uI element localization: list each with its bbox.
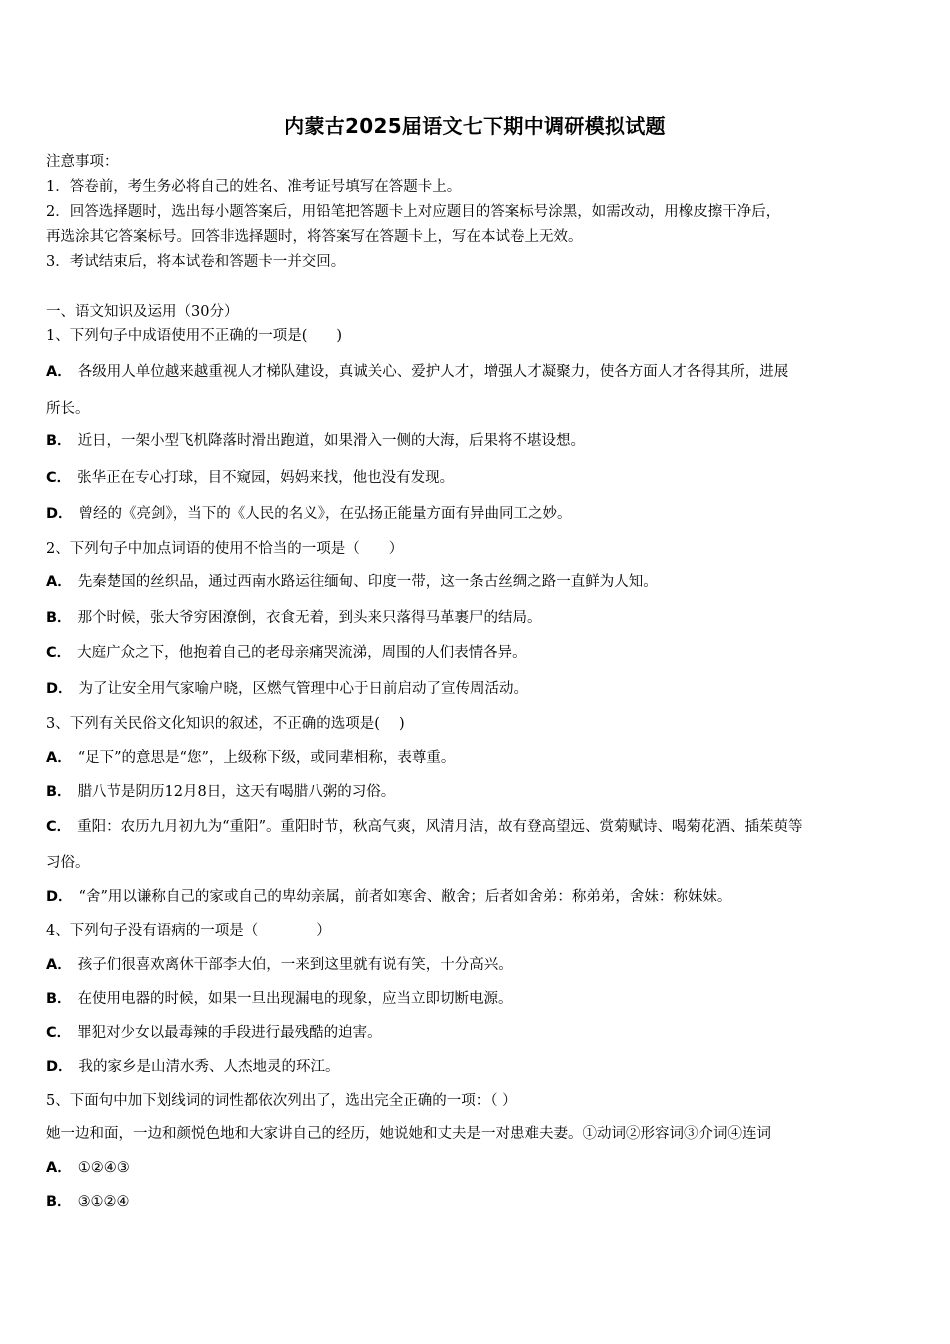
- question-1-option-c: [46, 468, 454, 488]
- option-label: C．: [46, 1025, 72, 1041]
- question-3-option-d: [46, 887, 731, 907]
- question-1-option-a: [46, 362, 788, 382]
- option-text: 重阳：农历九月初九为“重阳”。重阳时节，秋高气爽，风清月洁，故有登高望远、赏菊赋诗、喝菊花酒、插茱萸等: [77, 819, 803, 835]
- option-text: 她一边和面，一边和颜悦色地和大家讲自己的经历，她说她和丈夫是一对患难夫妻。①动词②形容词③介词④连词: [46, 1126, 771, 1142]
- question-1-option-b: [46, 431, 585, 451]
- notes-heading: 注意事项：: [46, 154, 119, 170]
- note-item: 再选涂其它答案标号。回答非选择题时，将答案写在答题卡上，写在本试卷上无效。: [46, 229, 583, 245]
- option-label: A．: [46, 574, 72, 590]
- question-2-option-b: [46, 608, 542, 628]
- question-5-sentence: [46, 1124, 771, 1144]
- option-label: B．: [46, 433, 72, 449]
- option-label: B．: [46, 784, 72, 800]
- question-4-option-b: [46, 989, 513, 1009]
- note-item: 1．答卷前，考生务必将自己的姓名、准考证号填写在答题卡上。: [46, 179, 462, 195]
- option-text: 腊八节是阴历12月8日，这天有喝腊八粥的习俗。: [77, 784, 396, 800]
- option-label: B．: [46, 1194, 72, 1210]
- option-text: 近日，一架小型飞机降落时滑出跑道，如果滑入一侧的大海，后果将不堪设想。: [77, 433, 586, 449]
- option-label: B．: [46, 610, 72, 626]
- option-label: D．: [46, 681, 73, 697]
- question-4-option-c: [46, 1023, 382, 1043]
- option-label: D．: [46, 1059, 73, 1075]
- question-4-stem: 4、下列句子没有语病的一项是（ ）: [46, 923, 331, 939]
- option-label: C．: [46, 470, 72, 486]
- question-3-stem: 3、下列有关民俗文化知识的叙述，不正确的选项是( ): [46, 716, 405, 732]
- option-text: 那个时候，张大爷穷困潦倒，衣食无着，到头来只落得马革裹尸的结局。: [77, 610, 542, 626]
- option-text: 在使用电器的时候，如果一旦出现漏电的现象，应当立即切断电源。: [77, 991, 513, 1007]
- option-text: 为了让安全用气家喻户晓，区燃气管理中心于日前启动了宣传周活动。: [78, 681, 529, 697]
- question-5-option-b: [46, 1192, 130, 1212]
- option-text: 习俗。: [46, 855, 90, 871]
- option-label: A．: [46, 1160, 72, 1176]
- option-text: 所长。: [46, 401, 90, 417]
- question-4-option-a: [46, 955, 513, 975]
- note-item: 2．回答选择题时，选出每小题答案后，用铅笔把答题卡上对应题目的答案标号涂黑，如需改动，用橡皮擦干净后，: [46, 204, 781, 220]
- question-4-option-d: [46, 1057, 340, 1077]
- option-label: C．: [46, 645, 72, 661]
- option-text: ①②④③: [77, 1160, 130, 1176]
- question-2-option-a: [46, 572, 658, 592]
- option-text: “足下”的意思是“您”，上级称下级，或同辈相称，表尊重。: [77, 750, 456, 766]
- option-label: A．: [46, 750, 72, 766]
- option-text: 罪犯对少女以最毒辣的手段进行最残酷的迫害。: [77, 1025, 382, 1041]
- option-text: 曾经的《亮剑》，当下的《人民的名义》，在弘扬正能量方面有异曲同工之妙。: [78, 506, 572, 522]
- option-label: D．: [46, 506, 73, 522]
- question-1-option-a-cont: [46, 399, 90, 419]
- option-text: 大庭广众之下，他抱着自己的老母亲痛哭流涕，周围的人们表情各异。: [77, 645, 527, 661]
- question-3-option-b: [46, 782, 395, 802]
- option-text: 孩子们很喜欢离休干部李大伯，一来到这里就有说有笑，十分高兴。: [77, 957, 513, 973]
- option-text: “舍”用以谦称自己的家或自己的卑幼亲属，前者如寒舍、敝舍；后者如舍弟：称弟弟，舍妹：称妹妹。: [78, 889, 732, 905]
- option-label: C．: [46, 819, 72, 835]
- option-label: B．: [46, 991, 72, 1007]
- question-3-option-c-cont: [46, 853, 90, 873]
- question-3-option-c: [46, 817, 802, 837]
- question-2-stem: 2、下列句子中加点词语的使用不恰当的一项是（ ）: [46, 541, 404, 557]
- option-text: 先秦楚国的丝织品，通过西南水路运往缅甸、印度一带，这一条古丝绸之路一直鲜为人知。: [77, 574, 658, 590]
- question-2-option-c: [46, 643, 527, 663]
- question-1-stem: 1、下列句子中成语使用不正确的一项是( ): [46, 328, 343, 344]
- option-text: ③①②④: [77, 1194, 130, 1210]
- option-label: A．: [46, 957, 72, 973]
- option-text: 张华正在专心打球，目不窥园，妈妈来找，他也没有发现。: [77, 470, 455, 486]
- question-5-option-a: [46, 1158, 130, 1178]
- option-label: A．: [46, 364, 72, 380]
- option-text: 我的家乡是山清水秀、人杰地灵的环江。: [78, 1059, 340, 1075]
- option-text: 各级用人单位越来越重视人才梯队建设，真诚关心、爱护人才，增强人才凝聚力，使各方面人才各得其所，进展: [77, 364, 789, 380]
- section-heading: 一、语文知识及运用（30分）: [46, 304, 239, 320]
- question-1-option-d: [46, 504, 572, 524]
- note-item: 3．考试结束后，将本试卷和答题卡一并交回。: [46, 254, 346, 270]
- option-label: D．: [46, 889, 73, 905]
- question-3-option-a: [46, 748, 455, 768]
- page-title: 内蒙古2025届语文七下期中调研模拟试题: [284, 114, 666, 138]
- question-5-stem: 5、下面句中加下划线词的词性都依次列出了，选出完全正确的一项：（ ）: [46, 1093, 517, 1109]
- question-2-option-d: [46, 679, 528, 699]
